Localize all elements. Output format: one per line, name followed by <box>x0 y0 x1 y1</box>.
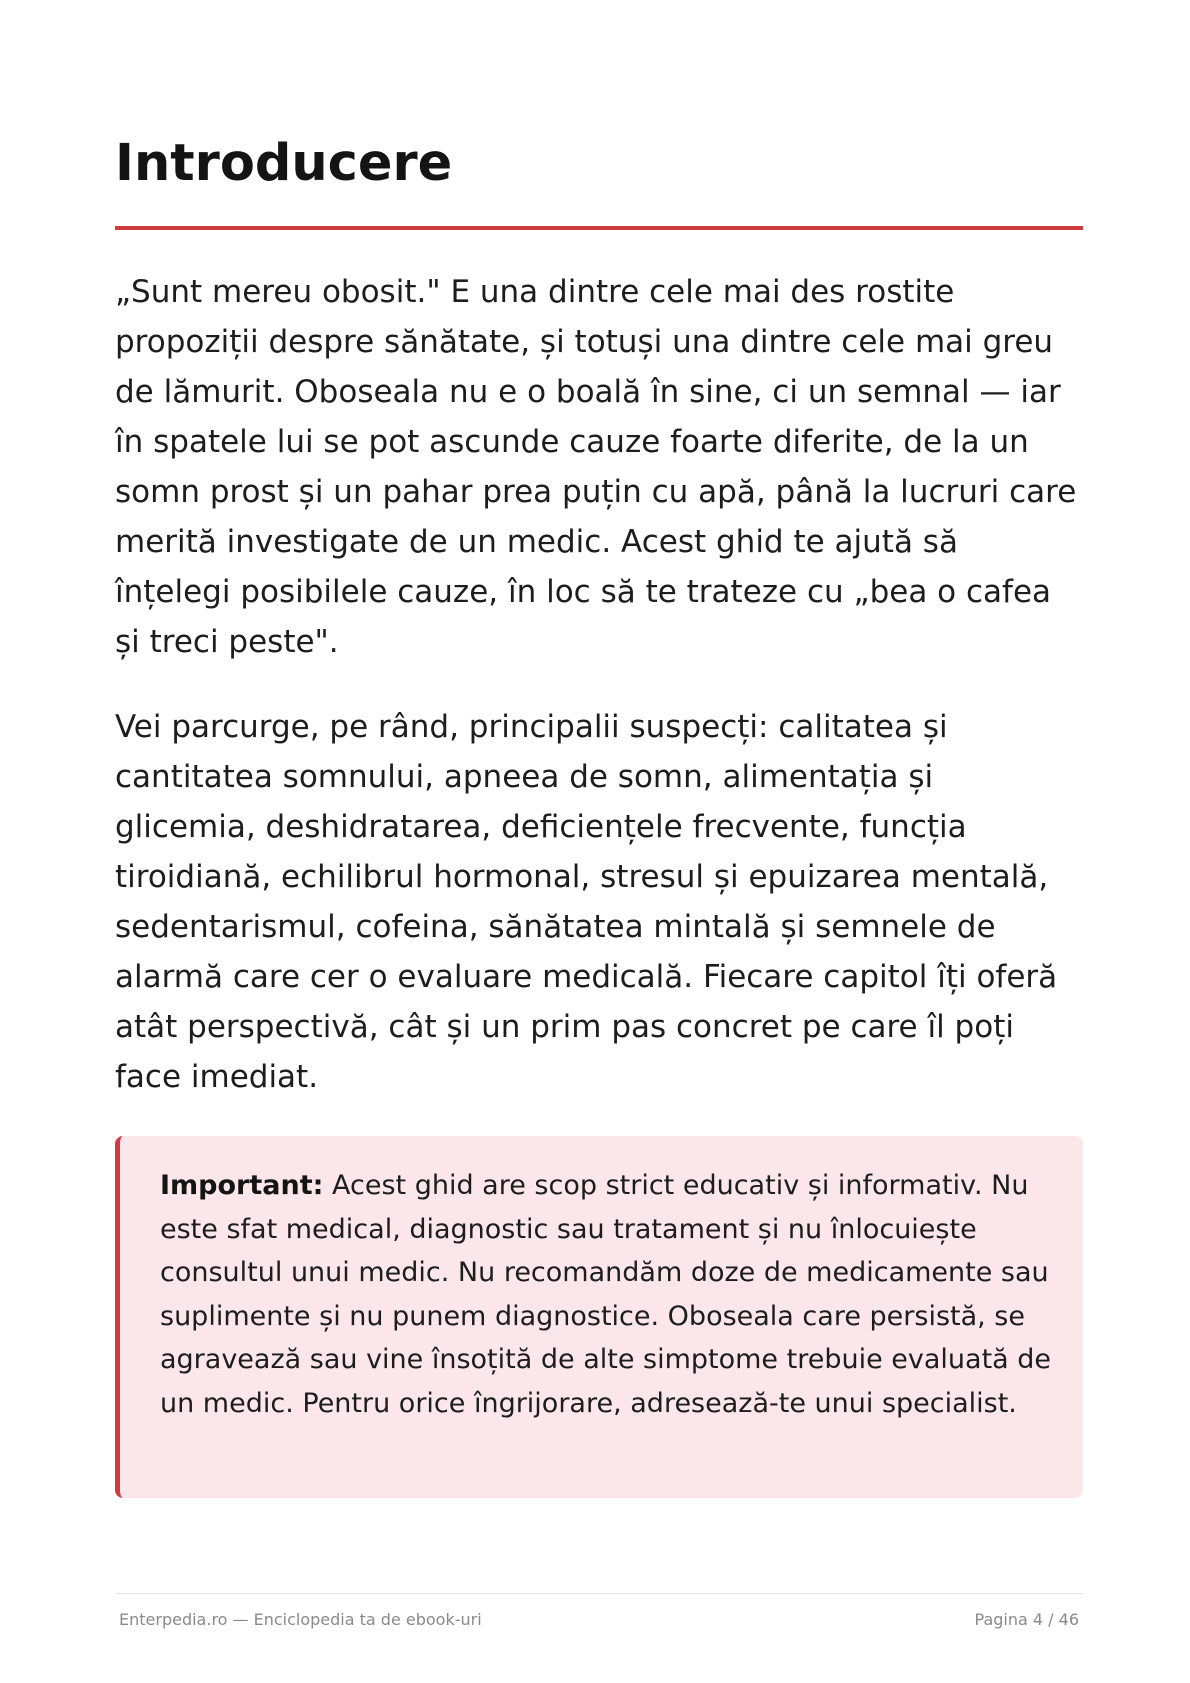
document-page <box>115 0 1083 1683</box>
footer-divider <box>115 1593 1083 1594</box>
callout-body: Acest ghid are scop strict educativ și informativ. Nu este sfat medical, diagnostic sau tratament și nu înlocuiește consultul unui medic. Nu recomandăm doze de medicamente sau suplimente și nu punem diagnostice. Oboseala care persistă, se agravează sau vine însoțită de alte simptome trebuie evaluată de un medic. Pentru orice îngrijorare, adresează-te unui specialist. <box>160 1170 1052 1419</box>
title-divider <box>115 226 1083 230</box>
intro-paragraph-1: „Sunt mereu obosit." E una dintre cele mai des rostite propoziții despre sănătate, și totuși una dintre cele mai greu de lămurit. Oboseala nu e o boală în sine, ci un semnal — iar în spatele lui se pot ascunde cauze foarte diferite, de la un somn prost și un pahar prea puțin cu apă, până la lucruri care merită investigate de un medic. Acest ghid te ajută să înțelegi posibilele cauze, în loc să te trateze cu „bea o cafea și treci peste". <box>115 274 1077 660</box>
important-callout <box>115 1136 1083 1498</box>
intro-paragraph-2: Vei parcurge, pe rând, principalii suspecți: calitatea și cantitatea somnului, apneea de somn, alimentația și glicemia, deshidratarea, deficiențele frecvente, funcția tiroidiană, echilibrul hormonal, stresul și epuizarea mentală, sedentarismul, cofeina, sănătatea mintală și semnele de alarmă care cer o evaluare medicală. Fiecare capitol îți oferă atât perspectivă, cât și un prim pas concret pe care îl poți face imediat. <box>115 709 1058 1095</box>
page-title: Introducere <box>115 134 453 193</box>
callout-label: Important: <box>160 1170 324 1201</box>
footer-page-number: Pagina 4 / 46 <box>974 1610 1079 1629</box>
callout-text <box>160 1164 1060 1425</box>
footer-site-name: Enterpedia.ro — Enciclopedia ta de ebook-uri <box>119 1610 482 1629</box>
